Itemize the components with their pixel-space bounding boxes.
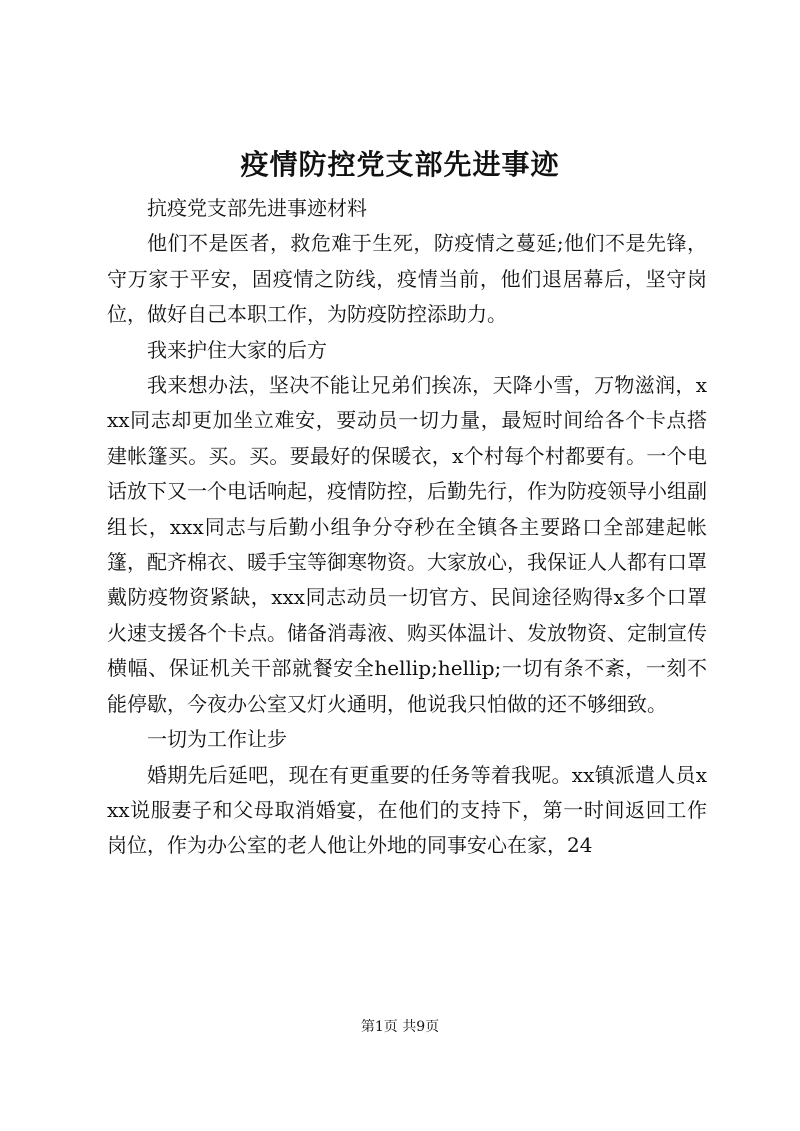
paragraph-work-first: 婚期先后延吧，现在有更重要的任务等着我呢。xx镇派遣人员xxx说服妻子和父母取消婚宴，在他们的支持下，第一时间返回工作岗位，作为办公室的老人他让外地的同事安心在家，24 [107, 762, 707, 858]
paragraph-rear-support: 我来想办法，坚决不能让兄弟们挨冻，天降小雪，万物滋润，xxx同志却更加坐立难安，要动员一切力量，最短时间给各个卡点搭建帐篷买。买。买。要最好的保暖衣，x个村每个村都要有。一个电话放下又一个电话响起，疫情防控，后勤先行，作为防疫领导小组副组长，xxx同志与后勤小组争分夺秒在全镇各主要路口全部建起帐篷，配齐棉衣、暖手宝等御寒物资。大家放心，我保证人人都有口罩戴防疫物资紧缺，xxx同志动员一切官方、民间途径购得x多个口罩火速支援各个卡点。储备消毒液、购买体温计、发放物资、定制宣传横幅、保证机关干部就餐安全hellip;hellip;一切有条不紊，一刻不能停歇，今夜办公室又灯火通明，他说我只怕做的还不够细致。 [107, 373, 707, 716]
page-number-footer: 第1页 共9页 [360, 1019, 440, 1035]
paragraph-subtitle: 抗疫党支部先进事迹材料 [147, 196, 367, 220]
section-heading-rear-support: 我来护住大家的后方 [147, 337, 327, 362]
document-body [107, 191, 707, 864]
paragraph-intro: 他们不是医者，救危难于生死，防疫情之蔓延;他们不是先锋，守万家于平安，固疫情之防线，疫情当前，他们退居幕后，坚守岗位，做好自己本职工作，为防疫防控添助力。 [107, 231, 707, 327]
section-heading-work-first: 一切为工作让步 [147, 727, 287, 752]
document-title: 疫情防控党支部先进事迹 [240, 148, 560, 181]
